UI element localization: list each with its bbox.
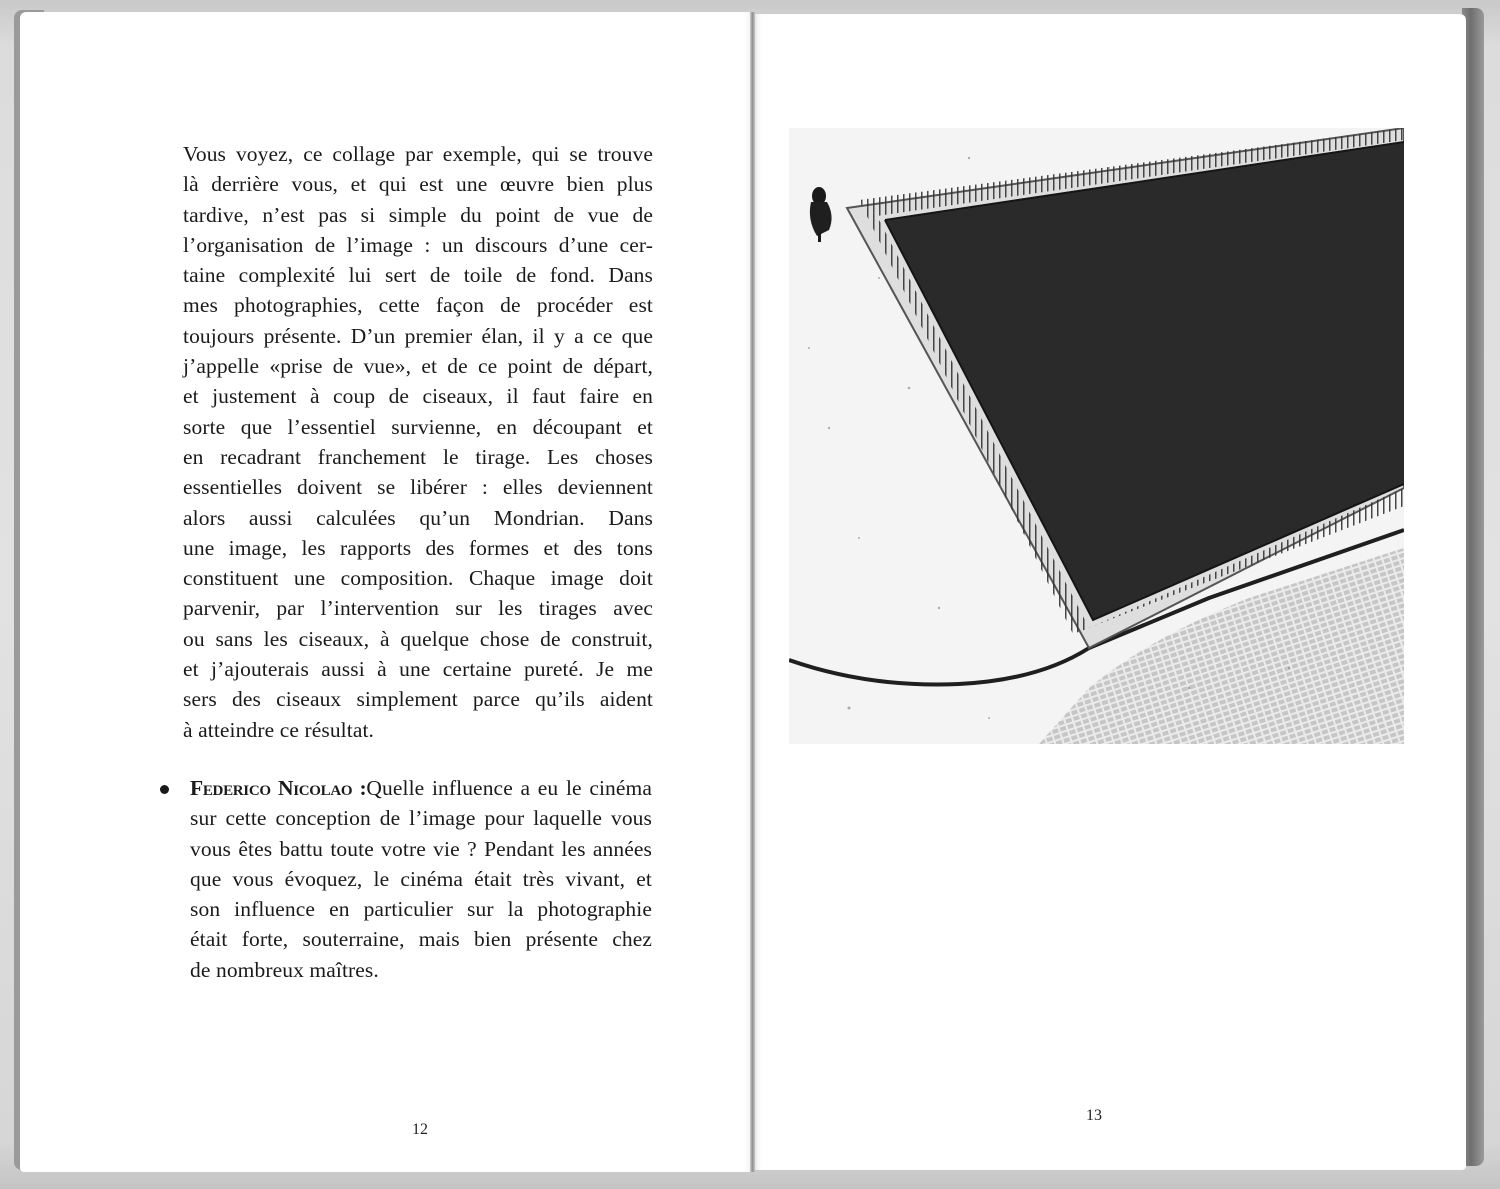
text-line: essentielles doivent se libérer : elles deviennent bbox=[183, 475, 653, 500]
text-line: était forte, souterraine, mais bien présente chez bbox=[190, 927, 652, 952]
text-line: sers des ciseaux simplement parce qu’ils aident bbox=[183, 687, 653, 712]
text-line: et justement à coup de ciseaux, il faut faire en bbox=[183, 384, 653, 409]
text-line: ou sans les ciseaux, à quelque chose de construit, bbox=[183, 626, 653, 651]
text-line: de nombreux maîtres. bbox=[190, 957, 379, 982]
question-paragraph bbox=[190, 773, 652, 985]
text-line: Vous voyez, ce collage par exemple, qui se trouve bbox=[183, 142, 653, 166]
text-line: constituent une composition. Chaque image doit bbox=[183, 566, 653, 591]
text-line: taine complexité lui sert de toile de fond. Dans bbox=[183, 263, 653, 288]
bullet-icon bbox=[160, 785, 169, 794]
text-line: sorte que l’essentiel survienne, en découpant et bbox=[183, 414, 653, 439]
text-line: et j’ajouterais aussi à une certaine pureté. Je me bbox=[183, 657, 653, 682]
text-line: toujours présente. D’un premier élan, il y a ce que bbox=[183, 323, 653, 348]
text-line: mes photographies, cette façon de procéder est bbox=[183, 293, 653, 318]
text-line: là derrière vous, et qui est une œuvre bien plus bbox=[183, 172, 653, 197]
text-line: à atteindre ce résultat. bbox=[183, 717, 375, 742]
page-number-right: 13 bbox=[1086, 1107, 1102, 1124]
text-line: alors aussi calculées qu’un Mondrian. Dans bbox=[183, 505, 653, 530]
text-line: j’appelle «prise de vue», et de ce point de départ, bbox=[183, 354, 653, 379]
page-number-left: 12 bbox=[412, 1121, 428, 1138]
text-line: sur cette conception de l’image pour laquelle vous bbox=[190, 806, 652, 831]
text-line bbox=[190, 773, 652, 803]
question-first-line: Quelle influence a eu le cinéma bbox=[366, 776, 652, 800]
body-paragraph bbox=[183, 139, 653, 745]
text-line: tardive, n’est pas si simple du point de vue de bbox=[183, 202, 653, 227]
aerial-snow-square-photo bbox=[789, 128, 1404, 744]
text-line: l’organisation de l’image : un discours d’une cer- bbox=[183, 232, 653, 257]
text-line: en recadrant franchement le tirage. Les choses bbox=[183, 444, 653, 469]
text-line: une image, les rapports des formes et des tons bbox=[183, 535, 653, 560]
text-line: que vous évoquez, le cinéma était très vivant, et bbox=[190, 866, 652, 891]
text-line: parvenir, par l’intervention sur les tirages avec bbox=[183, 596, 653, 621]
book-gutter bbox=[750, 12, 755, 1172]
text-line: son influence en particulier sur la photographie bbox=[190, 897, 652, 922]
photograph bbox=[789, 128, 1404, 744]
text-line: vous êtes battu toute votre vie ? Pendant les années bbox=[190, 836, 652, 861]
speaker-name: Federico Nicolao : bbox=[190, 776, 367, 800]
